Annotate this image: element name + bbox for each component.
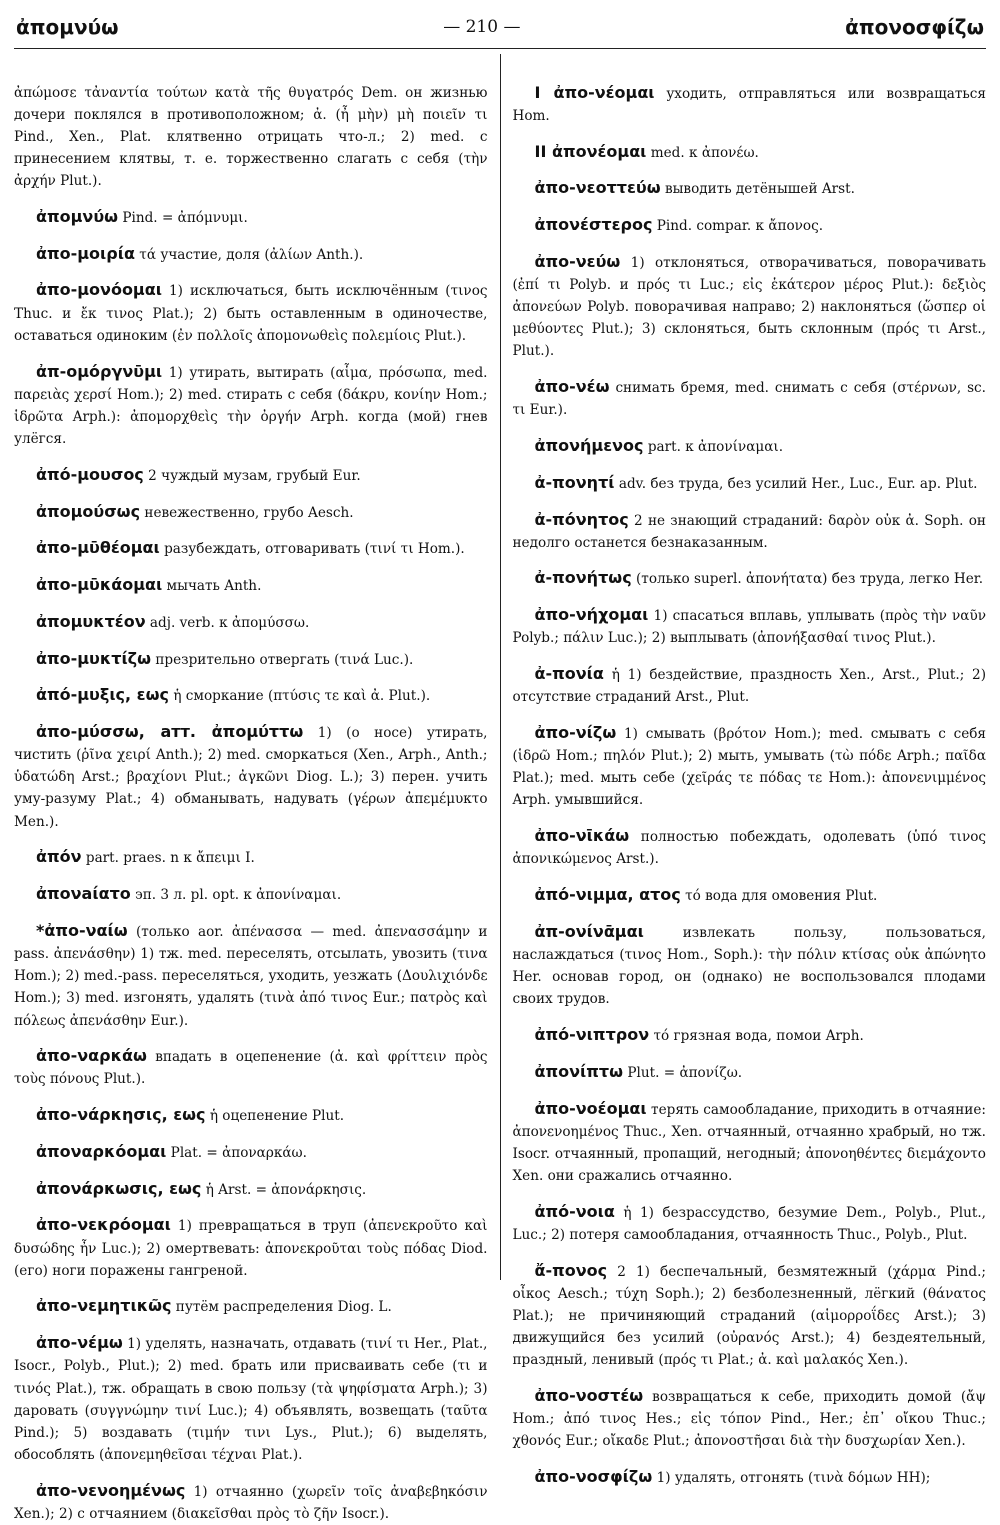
entry-headword: ἀπό-νιπτρον — [534, 1025, 650, 1045]
entry-definition: τά участие, доля (ἀλίων Anth.). — [139, 246, 364, 263]
entry-headword: ἀπο-νεμητικῶς — [36, 1296, 172, 1316]
entry-headword: ἀπό-μυξις, εως — [36, 685, 169, 705]
entry-definition: впадать в оцепенение (ἀ. καὶ φρίττειν πρὸς τοὺς πόνους Plut.). — [14, 1049, 488, 1088]
entry-definition: 1) исключаться, быть исключённым (τινος Thuc. и ἔκ τινος Plat.); 2) быть оставленным в одиночестве, оставаться одиноким (ἐν πολλοῖς ἀπομονωθεὶς πολεμίοις Plut.). — [14, 283, 488, 344]
entry-headword: ἀπο-νέω — [534, 377, 610, 397]
entry-definition: 2 не знающий страданий: δαρὸν οὐκ ἀ. Soph. он недолго останется безнаказанным. — [512, 512, 986, 551]
entry-definition: 1) отклоняться, отворачиваться, поворачивать (ἐπί τι Polyb. и πρός τι Luc.; εἰς ἑκάτερον μέρος Plut.): δεξιὸς ἀπονεύων Polyb. поворачивая направо; 2) наклоняться (ὥσπερ οἱ μεθύοντες Plut.); 3) склоняться, быть склонным (πρός τι Arst., Plut.). — [512, 254, 987, 360]
entry-headword: ἀπονάρκωσις, εως — [36, 1178, 202, 1198]
entry-definition: med. к ἀπονέω. — [650, 144, 759, 161]
entry-definition: ἡ 1) бездействие, праздность Xen., Arst., Plut.; 2) отсутствие страданий Arst., Plut. — [512, 667, 987, 706]
entry-definition: возвращаться к себе, приходить домой (ἄψ Hom.; ἀπό τινος Hes.; εἰς τόπον Pind., Her.; ἐπ᾽ οἴκου Thuc.; χθονός Eur.; οἴκαδε Plut.; ἀπονοστῆσαι διὰ τὴν δυσχωρίαν Xen.). — [512, 1389, 986, 1450]
entry-definition: презрительно отвергать (τινά Luc.). — [155, 651, 414, 668]
dictionary-entry — [14, 279, 488, 346]
entry-headword: ἀπ-ονίνᾱμαι — [534, 921, 644, 941]
dictionary-entry — [14, 1178, 488, 1201]
dictionary-entry — [14, 361, 488, 451]
dictionary-entry — [14, 684, 488, 707]
header-rule — [14, 48, 986, 49]
entry-definition: part. praes. n к ἄπειμι I. — [85, 850, 255, 867]
entry-headword: ἀπο-νεύω — [534, 251, 621, 271]
entry-definition: ἡ оцепенение Plut. — [209, 1108, 345, 1125]
dictionary-entry — [14, 82, 488, 193]
dictionary-entry — [513, 82, 987, 127]
dictionary-entry — [14, 611, 488, 634]
dictionary-entry — [513, 1260, 987, 1372]
entry-definition: 1) удалять, отгонять (τινὰ δόμων HH); — [656, 1470, 931, 1487]
entry-definition: терять самообладание, приходить в отчаяние: ἀπονενοημένος Thuc., Xen. отчаянный, отчаянно храбрый, но тж. Isocr. отчаянный, пропащий, негодный; ἀπονοηθέντες διεμάχοντο Xen. они сражались отчаянно. — [512, 1101, 986, 1185]
dictionary-entry — [14, 883, 488, 906]
entry-headword: ἀπομούσως — [36, 501, 141, 521]
entry-headword: ἀπονέστερος — [534, 215, 653, 234]
entry-definition: Pind. compar. к ἄπονος. — [656, 218, 824, 234]
entry-headword: ἀπ-ομόργνῡμι — [36, 361, 163, 381]
dictionary-entry — [513, 435, 987, 458]
entry-headword: ἀποναρκόομαι — [36, 1141, 167, 1161]
entry-headword: ἀπό-νοια — [534, 1201, 615, 1221]
entry-definition: снимать бремя, med. снимать с себя (στέρνων, sc. τι Eur.). — [512, 380, 986, 419]
entry-headword: ἀπο-μονόομαι — [36, 280, 162, 300]
entry-headword: *ἀπο-ναίω — [36, 920, 128, 940]
entry-definition: 1) превращаться в труп (ἀπενεκροῦτο καὶ δυσώδης ἦν Luc.); 2) омертвевать: ἀπονεκροῦται τοὺς πόδας Diod. (его) ноги поражены гангреной. — [14, 1218, 488, 1279]
entry-definition: τό грязная вода, помои Arph. — [653, 1028, 864, 1045]
dictionary-entry — [513, 884, 987, 907]
left-running-headword: ἀπομνύω — [16, 15, 119, 39]
entry-headword: ἀπο-μυκτίζω — [36, 648, 152, 668]
entry-definition: ἡ 1) безрассудство, безумие Dem., Polyb., Plut., Luc.; 2) потеря самообладания, отчаянность Thuc., Polyb., Plut. — [512, 1204, 986, 1243]
entry-headword: ἀπο-νοέομαι — [534, 1098, 647, 1118]
dictionary-entry — [14, 574, 488, 597]
entry-definition: (только superl. ἀπονήτατα) без труда, легко Her. — [636, 571, 984, 588]
entry-definition: извлекать пользу, пользоваться, наслаждаться (τινος Hom., Soph.): τὴν πόλιν κτίσας οὐκ ἀπώνητο Her. основав город, он (однако) не воспользовался плодами своих трудов. — [512, 924, 986, 1008]
entry-headword: ἀπο-ναρκάω — [36, 1046, 147, 1066]
entry-definition: 1) утирать, вытирать (αἷμα, πρόσωπα, med. παρειὰς χερσί Hom.); 2) med. стирать с себя (δάκρυ, κονίην Hom.; ἱδρῶτα Arph.): ἀπομορχθεὶς τὴν ὀργήν Arph. когда (мой) гнев улёгся. — [14, 364, 488, 447]
dictionary-entry — [513, 1466, 987, 1489]
entry-headword: ἀ-πονήτως — [534, 568, 632, 588]
entry-headword: ἀπο-νῑκάω — [534, 826, 630, 846]
entry-definition: 1) смывать (βρότον Hom.); med. смывать с себя (ἱδρῶ Hom.; πηλόν Plut.); 2) мыть, умывать (τὼ πόδε Arph.; παῖδα Plat.); med. мыть себе (χεῖράς τε πόδας τε Hom.): ἀπονενιμμένος Arph. умывшийся. — [512, 726, 986, 809]
entry-headword: II ἀπονέομαι — [534, 141, 647, 161]
entry-headword: ἀπο-μοιρία — [36, 243, 135, 263]
left-column — [14, 54, 500, 1522]
entry-definition: эп. 3 л. pl. opt. к ἀπονίναμαι. — [135, 887, 342, 904]
dictionary-entry — [14, 206, 488, 229]
dictionary-entry — [14, 1295, 488, 1318]
entry-headword: ἀπο-μῡκάομαι — [36, 575, 163, 594]
columns — [14, 54, 987, 1522]
entry-definition: τό вода для омовения Plut. — [685, 888, 878, 905]
dictionary-entry — [14, 1141, 488, 1164]
entry-headword: ἀπο-μῡθέομαι — [36, 538, 160, 558]
entry-definition: ἡ Arst. = ἀπονάρκησις. — [205, 1181, 367, 1198]
dictionary-entry — [513, 141, 987, 164]
entry-headword: ἀπόν — [36, 847, 82, 867]
entry-headword: ἀπομνύω — [36, 206, 119, 226]
entry-headword: ἀπό-μουσος — [36, 464, 144, 484]
dictionary-entry — [513, 567, 987, 590]
dictionary-entry — [14, 1104, 488, 1127]
entry-headword: ἀπο-νεκρόομαι — [36, 1215, 171, 1235]
dictionary-entry — [513, 1385, 987, 1452]
dictionary-entry — [14, 1332, 488, 1466]
dictionary-entry — [14, 1045, 488, 1090]
entry-definition: adv. без труда, без усилий Her., Luc., Eur. ap. Plut. — [618, 475, 978, 492]
entry-definition: 2 чуждый музам, грубый Eur. — [148, 467, 361, 484]
entry-headword: ἀπο-μύσσω, атт. ἀπομύττω — [36, 722, 304, 741]
entry-definition: выводить детёнышей Arst. — [664, 181, 855, 198]
dictionary-entry — [513, 376, 987, 421]
entry-headword: ἀ-πόνητος — [534, 509, 629, 529]
dictionary-entry — [513, 509, 987, 554]
dictionary-entry — [14, 1480, 488, 1525]
right-running-headword: ἀπονοσφίζω — [845, 15, 984, 39]
entry-headword: ἀ-πονητί — [534, 472, 615, 492]
entry-headword: ἀπο-νοστέω — [534, 1386, 644, 1406]
entry-definition: 1) уделять, назначать, отдавать (τινί τι Her., Plat., Isocr., Polyb., Plut.); 2) med. брать или присваивать себе (τι и τινός Plat.), тж. обращать в свою пользу (τὰ ψηφίσματα Arph.); 3) даровать (συγγνώμην τινί Luc.); 4) объявлять, возвещать (ταῦτα Pind.); 5) воздавать (τιμήν τινι Lys., Plut.); 6) выделять, обособлять (ἀπονεμηθεῖσαι τέχναι Plat.). — [14, 1336, 488, 1463]
dictionary-entry — [513, 722, 987, 812]
entry-headword: ἀπονήμενος — [534, 436, 644, 456]
page-number: — 210 — — [443, 17, 521, 37]
dictionary-entry — [513, 1201, 987, 1246]
dictionary-entry — [14, 537, 488, 560]
entry-definition: ἀπώμοσε τἀναντία τούτων κατὰ τῆς θυγατρός Dem. он жизнью дочери поклялся в противоположном; ἀ. (ἦ μὴν) μὴ ποιεῖν τι Pind., Xen., Plat. клятвенно отрицать что-л.; 2) med. с принесением клятвы, т. е. торжественно слагать с себя (τὴν ἀρχήν Plut.). — [14, 84, 488, 190]
entry-headword: ἀπο-νάρκησις, εως — [36, 1105, 206, 1125]
entry-definition: Plat. = ἀποναρκάω. — [170, 1144, 307, 1161]
dictionary-entry — [14, 846, 488, 869]
entry-headword: ἀπό-νιμμα, ατος — [534, 885, 681, 905]
entry-headword: ἀπο-νίζω — [534, 723, 617, 742]
dictionary-entry — [14, 648, 488, 671]
entry-headword: ἀπο-νοσφίζω — [534, 1467, 653, 1487]
page-header — [16, 12, 984, 42]
entry-headword: ἀπο-νεοττεύω — [534, 178, 661, 198]
dictionary-entry — [513, 1098, 987, 1188]
entry-headword: ἀπο-νήχομαι — [534, 605, 649, 625]
dictionary-entry — [14, 721, 488, 833]
entry-definition: 2 1) беспечальный, безмятежный (χάρμα Pind.; οἶκος Aesch.; τύχη Soph.); 2) безболезненный, лёгкий (θάνατος Plat.); не причиняющий страданий (αἱμορροΐδες Arst.); 3) движущийся без усилий (οὐρανός Arst.); 4) бездеятельный, праздный, ленивый (πρός τι Plat.; ἀ. καὶ μαλακός Xen.). — [512, 1263, 986, 1369]
entry-headword: ἄ-πονος — [534, 1260, 608, 1280]
dictionary-entry — [513, 1024, 987, 1047]
dictionary-entry — [513, 825, 987, 870]
dictionary-entry — [513, 921, 987, 1011]
entry-definition: ἡ сморкание (πτύσις τε καὶ ἀ. Plut.). — [173, 688, 431, 705]
dictionary-entry — [14, 1214, 488, 1281]
entry-headword: ἀπονίπτω — [534, 1061, 624, 1081]
entry-definition: Pind. = ἀπόμνυμι. — [122, 209, 248, 226]
entry-definition: 1) отчаянно (χωρεῖν τοῖς ἀναβεβηκόσιν Xen.); 2) с отчаянием (διακεῖσθαι πρὸς τὸ ζῆν Isocr.). — [14, 1483, 488, 1522]
entry-headword: ἀπονaίατο — [36, 884, 131, 904]
entry-definition: (только aor. ἀπένασσα — med. ἀπενασσάμην и pass. ἀπενάσθην) 1) тж. med. переселять, отсылать, увозить (τινα Hom.); 2) med.-pass. переселяться, уходить, уезжать (Δουλιχιόνδε Hom.); 3) med. изгонять, удалять (τινὰ ἀπό τινος Eur.; πατρὸς καὶ πόλεως ἀπενάσθην Eur.). — [14, 923, 488, 1029]
dictionary-entry — [513, 1061, 987, 1084]
dictionary-entry — [513, 663, 987, 708]
entry-definition: невежественно, грубо Aesch. — [144, 504, 354, 521]
entry-definition: 1) спасаться вплавь, уплывать (πρὸς τὴν ναῦν Polyb.; πάλιν Luc.); 2) выплывать (ἀπονήξασθαί τινος Plut.). — [512, 608, 986, 647]
dictionary-entry — [513, 472, 987, 495]
entry-definition: part. к ἀπονίναμαι. — [647, 439, 784, 456]
entry-headword: ἀπο-νενοημένως — [36, 1480, 186, 1500]
entry-definition: путём распределения Diog. L. — [175, 1299, 392, 1316]
dictionary-entry — [14, 243, 488, 266]
entry-definition: мычать Anth. — [166, 578, 262, 594]
dictionary-entry — [513, 177, 987, 200]
entry-definition: Plut. = ἀπονίζω. — [627, 1064, 743, 1081]
entry-definition: уходить, отправляться или возвращаться Hom. — [512, 85, 986, 124]
entry-definition: разубеждать, отговаривать (τινί τι Hom.). — [164, 541, 465, 558]
entry-headword: ἀπομυκτέον — [36, 611, 146, 631]
dictionary-entry — [14, 920, 488, 1032]
dictionary-entry — [513, 604, 987, 649]
dictionary-entry — [14, 464, 488, 487]
entry-definition: 1) (о носе) утирать, чистить (ῥῖνα χειρί Anth.); 2) med. сморкаться (Xen., Arph., Anth.; ὑδατώδη Arst.; βραχίονι Plut.; ἀγκῶνι Diog. L.); 3) перен. учить уму-разуму Plat.; 4) обманывать, надувать (γέρων ἀπεμέμυκτο Men.). — [14, 725, 488, 830]
dictionary-entry — [14, 501, 488, 524]
entry-headword: ἀ-πονία — [534, 664, 604, 684]
entry-definition: adj. verb. к ἀπομύσσω. — [149, 614, 310, 631]
entry-headword: ἀπο-νέμω — [36, 1333, 123, 1353]
dictionary-entry — [513, 251, 987, 363]
entry-definition: полностью побеждать, одолевать (ὑπό τινος ἀπονικώμενος Arst.). — [512, 829, 986, 868]
entry-headword: I ἀπο-νέομαι — [534, 82, 655, 102]
dictionary-entry — [513, 214, 987, 237]
right-column — [500, 54, 987, 1487]
